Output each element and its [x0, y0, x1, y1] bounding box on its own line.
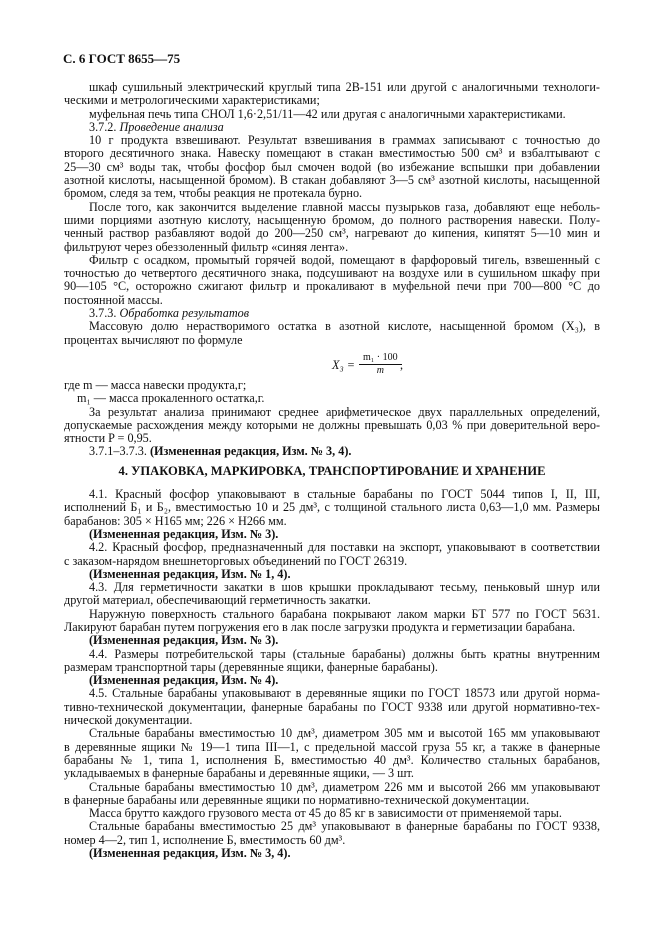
text-line: где m — масса навески продукта,г;	[64, 377, 247, 392]
text-line: m₁ — масса прокаленного остатка,г.	[77, 391, 265, 406]
text-line: Стальные барабаны вместимостью 25 дм³ упаковывают в фанерные барабаны по ГОСТ 9338,	[89, 819, 600, 834]
paragraph	[64, 320, 600, 347]
section-number: 3.7.3.	[89, 306, 117, 321]
text-line: 4.2. Красный фосфор, предназначенный для поставки на экспорт, упаковывают в соответствии	[89, 540, 600, 555]
text-line: ченный раствор разбавляют водой до 200—250 см³, нагревают до кипения, кипятят 5—10 мин и	[64, 226, 600, 241]
paragraph	[64, 781, 600, 808]
variable-definitions	[64, 379, 600, 406]
text-line: 4.5. Стальные барабаны упаковывают в деревянные ящики по ГОСТ 18573 или другой норма-	[89, 686, 600, 701]
text-line: Масса брутто каждого грузового места от 45 до 85 кг в зависимости от применяемой тары.	[89, 806, 562, 821]
text-line: в деревянные ящики № 19—1 типа III—1, с предельной массой груза 55 кг, а также в фанерные	[64, 739, 600, 754]
text-line: допускаемые расхождения между которыми не должны превышать 0,03 % при доверительной веро-	[64, 417, 600, 432]
paragraph	[64, 648, 600, 675]
text-line: барабаны № 1, типа 1, исполнения Б, вместимостью 40 дм³. Количество стальных барабанов,	[64, 752, 600, 767]
text-line: укладываемых в фанерные барабаны и деревянные ящики, — 3 шт.	[64, 766, 414, 781]
numerator: m₁ · 100	[359, 352, 402, 365]
paragraph	[64, 201, 600, 254]
page-header: С. 6 ГОСТ 8655—75	[63, 51, 181, 66]
text-line: Стальные барабаны вместимостью 10 дм³, диаметром 226 мм и высотой 266 мм упаковывают	[89, 779, 600, 794]
paragraph	[64, 807, 600, 820]
text-line: другой материал, обеспечивающий герметичность закатки.	[64, 593, 371, 608]
paragraph	[64, 254, 600, 307]
text-line: с заказом-нарядом внешнеторговых объединений по ГОСТ 26319.	[64, 553, 408, 568]
section-title: (Измененная редакция, Изм. № 3, 4).	[149, 444, 352, 459]
document-body	[64, 81, 600, 860]
text-line: нической документации.	[64, 713, 193, 728]
paragraph	[64, 108, 600, 121]
formula	[64, 352, 600, 379]
text-line: барабанов: 305 × Н165 мм; 226 × Н266 мм.	[64, 513, 287, 528]
paragraph	[64, 727, 600, 780]
text-line: шими порциями азотную кислоту, насыщенную бромом, до полного растворения навески. Полу-	[64, 212, 600, 227]
section-number: 3.7.2.	[89, 119, 117, 134]
text-line: второго десятичного знака. Навеску помещают в стакан вместимостью 500 см³ и взбалтывают с	[64, 146, 600, 161]
text-line: 4.1. Красный фосфор упаковывают в стальные барабаны по ГОСТ 5044 типов I, II, III,	[89, 487, 600, 502]
amendment-note: (Измененная редакция, Изм. № 1, 4).	[89, 566, 291, 581]
paragraph	[64, 81, 600, 108]
section-heading: 4. УПАКОВКА, МАРКИРОВКА, ТРАНСПОРТИРОВАНИЕ И ХРАНЕНИЕ	[118, 463, 546, 478]
text-line: Массовую долю нерастворимого остатка в азотной кислоте, насыщенной бромом (X₃), в	[89, 319, 600, 334]
text-line: 10 г продукта взвешивают. Результат взвешивания в граммах записывают с точностью до	[89, 133, 600, 148]
text-line: шкаф сушильный электрический круглый типа 2В-151 или другой с аналогичными технологи-	[89, 80, 600, 94]
text-line: муфельная печь типа СНОЛ 1,6·2,51/11—42 или другая с аналогичными характеристиками.	[89, 106, 566, 121]
denominator: m	[376, 364, 384, 376]
amendment-note: (Измененная редакция, Изм. № 3, 4).	[89, 846, 291, 861]
paragraph	[64, 541, 600, 568]
text-line: Стальные барабаны вместимостью 10 дм³, диаметром 305 мм и высотой 165 мм упаковывают	[89, 726, 600, 741]
text-line: исполнений Б₁ и Б₂, вместимостью 10 и 25 дм³, с толщиной стального листа 0,63—1,0 мм. Размеры	[64, 500, 600, 515]
paragraph	[64, 820, 600, 847]
paragraph	[64, 687, 600, 727]
text-line: в фанерные барабаны или деревянные ящики по нормативно-технической документации.	[64, 792, 530, 807]
text-line: размерам транспортной тары (деревянные ящики, фанерные барабаны).	[64, 659, 438, 674]
section-title: Проведение анализа	[119, 119, 224, 134]
text-line: бромом, следя за тем, чтобы реакция не протекала бурно.	[64, 186, 363, 201]
subsection-title	[64, 121, 600, 134]
amendment-note: (Измененная редакция, Изм. № 4).	[89, 673, 279, 688]
formula-comma: ,	[400, 357, 404, 372]
section-title: Обработка результатов	[119, 306, 250, 321]
text-line: фильтруют через обеззоленный фильтр «синяя лента».	[64, 239, 349, 254]
text-line: ятности P = 0,95.	[64, 431, 152, 446]
text-line: 25—30 см³ воды так, чтобы фосфор был смочен водой (во избежание вспышки при добавлении	[64, 159, 600, 174]
amendment-note: (Измененная редакция, Изм. № 3).	[89, 526, 279, 541]
text-line: 4.4. Размеры потребительской тары (стальные барабаны) должны быть кратны внутренним	[89, 646, 600, 661]
text-line: ческими и метрологическими характеристиками;	[64, 93, 320, 108]
text-line: тивно-технической документации, фанерные барабаны по ГОСТ 9338 или другой нормативно-тех-	[64, 699, 600, 714]
paragraph	[64, 608, 600, 635]
text-line: Наружную поверхность стального барабана покрывают лаком марки БТ 577 по ГОСТ 5631.	[89, 606, 600, 621]
text-line: Лакируют барабан путем погружения его в лак после загрузки продукта и герметизации барабана.	[64, 619, 576, 634]
text-line: номер 4—2, тип 1, исполнение Б, вместимость 60 дм³.	[64, 832, 346, 847]
text-line: За результат анализа принимают среднее арифметическое двух параллельных определений,	[89, 404, 600, 419]
text-line: точностью до четвертого десятичного знака, подсушивают на воздухе или в сушильном шкафу при	[64, 266, 600, 281]
paragraph	[64, 581, 600, 608]
text-line: постоянной массы.	[64, 292, 163, 307]
subsection-title	[64, 307, 600, 320]
subsection-title	[64, 445, 600, 458]
formula-lhs: X₃ =	[332, 357, 355, 372]
text-line: 90—105 °С, осторожно сжигают фильтр и прокаливают в муфельной печи при 700—800 °С до	[64, 279, 600, 294]
paragraph	[64, 406, 600, 446]
text-line: 4.3. Для герметичности закатки в шов крышки прокладывают тесьму, пеньковый шнур или	[89, 580, 600, 595]
fraction	[359, 352, 402, 377]
text-line: После того, как закончится выделение главной массы пузырьков газа, добавляют еще неболь-	[89, 199, 600, 214]
section-number: 3.7.1–3.7.3.	[89, 444, 147, 459]
paragraph	[64, 134, 600, 200]
paragraph	[64, 488, 600, 528]
text-line: азотной кислоты, насыщенной бромом). В стакан добавляют 3—5 см³ азотной кислоты, насыщенной	[64, 173, 600, 188]
text-line: процентах вычисляют по формуле	[64, 332, 243, 347]
text-line: Фильтр с осадком, промытый горячей водой, помещают в фарфоровый тигель, взвешенный с	[89, 252, 600, 267]
amendment-note: (Измененная редакция, Изм. № 3).	[89, 633, 279, 648]
